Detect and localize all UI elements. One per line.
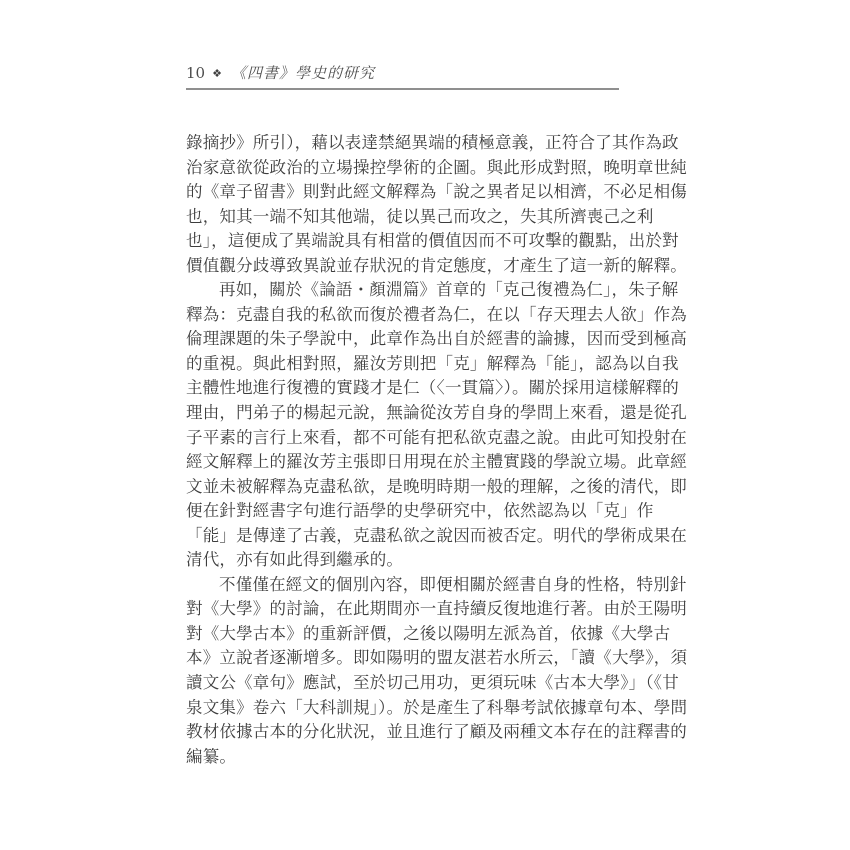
text-line: 理由，門弟子的楊起元說，無論從汝芳自身的學問上來看，還是從孔 — [186, 403, 687, 423]
text-line: 泉文集》卷六「大科訓規」）。於是產生了科舉考試依據章句本、學問 — [186, 697, 688, 717]
text-line: 子平素的言行上來看，都不可能有把私欲克盡之說。由此可知投射在 — [186, 427, 687, 447]
text-line: 對《大學》的討論，在此期間亦一直持續反復地進行著。由於王陽明 — [186, 599, 687, 619]
text-line: 主體性地進行復禮的實踐才是仁（〈一貫篇〉）。關於採用這樣解釋的 — [186, 378, 679, 398]
text-line: 也，知其一端不知其他端，徒以異己而攻之，失其所濟喪己之利 — [186, 206, 654, 226]
text-line: 「能」是傳達了古義，克盡私欲之說因而被否定。明代的學術成果在 — [186, 525, 687, 545]
text-line: 也」，這便成了異端說具有相當的價值因而不可攻擊的觀點，出於對 — [186, 231, 679, 251]
text-line: 清代，亦有如此得到繼承的。 — [186, 550, 404, 570]
page-body — [186, 131, 688, 769]
text-line: 對《大學古本》的重新評價，之後以陽明左派為首，依據《大學古 — [186, 623, 671, 643]
text-line: 的重視。與此相對照，羅汝芳則把「克」解釋為「能」，認為以自我 — [186, 353, 679, 373]
text-line: 治家意欲從政治的立場操控學術的企圖。與此形成對照，晚明章世純 — [186, 157, 687, 177]
text-line: 不僅僅在經文的個別內容，即便相關於經書自身的性格，特別針 — [219, 574, 687, 594]
running-book-title: 《四書》學史的研究 — [230, 64, 375, 82]
text-line: 再如，關於《論語・顏淵篇》首章的「克己復禮為仁」，朱子解 — [219, 280, 679, 300]
text-line: 錄摘抄》所引），藉以表達禁絕異端的積極意義，正符合了其作為政 — [186, 133, 679, 152]
page-number: 10 — [186, 64, 206, 82]
text-line: 的《章子留書》則對此經文解釋為「說之異者足以相濟，不必足相傷 — [186, 182, 687, 202]
text-line: 本》立說者逐漸增多。即如陽明的盟友湛若水所云，「讀《大學》，須 — [186, 648, 688, 668]
text-line: 釋為：克盡自我的私欲而復於禮者為仁，在以「存天理去人欲」作為 — [186, 304, 687, 324]
header-rule — [186, 88, 619, 90]
text-line: 讀文公《章句》應試，至於切己用功，更須玩味《古本大學》」（《甘 — [186, 673, 679, 693]
page-header — [186, 62, 668, 83]
text-line: 教材依據古本的分化狀況，並且進行了顧及兩種文本存在的註釋書的 — [186, 722, 687, 742]
diamond-ornament-icon: ❖ — [212, 67, 223, 80]
text-line: 編纂。 — [186, 746, 237, 766]
text-line: 倫理課題的朱子學說中，此章作為出自於經書的論據，因而受到極高 — [186, 329, 687, 349]
text-line: 便在針對經書字句進行語學的史學研究中，依然認為以「克」作 — [186, 501, 654, 521]
text-line: 價值觀分歧導致異說並存狀況的肯定態度，才產生了這一新的解釋。 — [186, 255, 687, 275]
book-page — [186, 62, 688, 769]
text-line: 文並未被解釋為克盡私欲，是晚明時期一般的理解，之後的清代，即 — [186, 476, 687, 496]
text-line: 經文解釋上的羅汝芳主張即日用現在於主體實踐的學說立場。此章經 — [186, 452, 687, 472]
